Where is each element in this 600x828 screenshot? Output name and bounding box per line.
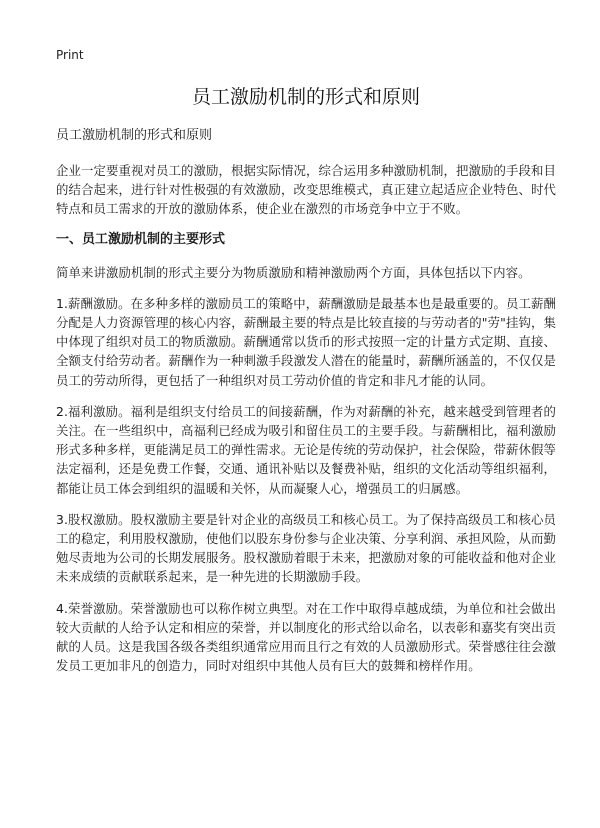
item-equity-incentive: 3.股权激励。股权激励主要是针对企业的高级员工和核心员工。为了保持高级员工和核心员工的稳定，利用股权激励，使他们以股东身份参与企业决策、分享利润、承担风险，从而勤勉尽责地为公司的长期发展服务。股权激励着眼于未来，把激励对象的可能收益和他对企业未来成绩的贡献联系起来，是一种先进的长期激励手段。 [56, 511, 556, 585]
section-heading-main-forms: 一、员工激励机制的主要形式 [56, 231, 226, 247]
print-link[interactable]: Print [56, 48, 84, 62]
item-welfare-incentive: 2.福利激励。福利是组织支付给员工的间接薪酬，作为对薪酬的补充，越来越受到管理者的关注。在一些组织中，高福利已经成为吸引和留住员工的主要手段。与薪酬相比，福利激励形式多种多样，更能满足员工的弹性需求。无论是传统的劳动保护，社会保险，带薪休假等法定福利，还是免费工作餐，交通、通讯补贴以及餐费补贴，组织的文化活动等组织福利，都能让员工体会到组织的温暖和关怀，从而凝聚人心，增强员工的归属感。 [56, 403, 556, 496]
item-salary-incentive: 1.薪酬激励。在多种多样的激励员工的策略中，薪酬激励是最基本也是最重要的。员工薪酬分配是人力资源管理的核心内容，薪酬最主要的特点是比较直接的与劳动者的"劳"挂钩，集中体现了组织对员工的物质激励。薪酬通常以货币的形式按照一定的计量方式定期、直接、全额支付给劳动者。薪酬作为一种刺激手段激发人潜在的能量时，薪酬所涵盖的，不仅仅是员工的劳动所得，更包括了一种组织对员工劳动价值的肯定和非凡才能的认同。 [56, 295, 556, 388]
section-intro-paragraph: 简单来讲激励机制的形式主要分为物质激励和精神激励两个方面，具体包括以下内容。 [56, 264, 531, 280]
item-honor-incentive: 4.荣誉激励。荣誉激励也可以称作树立典型。对在工作中取得卓越成绩，为单位和社会做出较大贡献的人给予认定和相应的荣誉，并以制度化的形式给以命名，以表彰和嘉奖有突出贡献的人员。这是我国各级各类组织通常应用而且行之有效的人员激励形式。荣誉感往往会激发员工更加非凡的创造力，同时对组织中其他人员有巨大的鼓舞和榜样作用。 [56, 600, 556, 674]
document-title: 员工激励机制的形式和原则 [191, 86, 420, 108]
intro-paragraph: 企业一定要重视对员工的激励，根据实际情况，综合运用多种激励机制，把激励的手段和目的结合起来，进行针对性极强的有效激励，改变思维模式，真正建立起适应企业特色、时代特点和员工需求的开放的激励体系，使企业在激烈的市场竞争中立于不败。 [56, 163, 556, 217]
document-subtitle: 员工激励机制的形式和原则 [56, 128, 213, 143]
